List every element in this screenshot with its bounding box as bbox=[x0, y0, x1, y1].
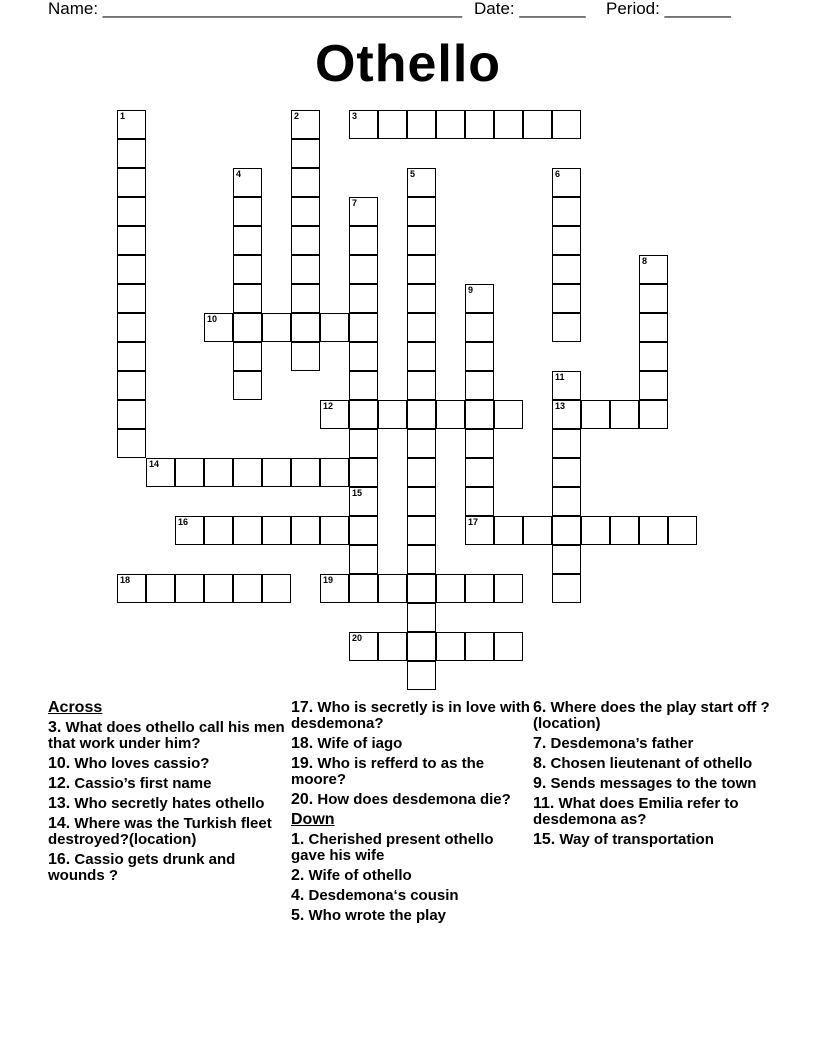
clue-number: 12. bbox=[48, 775, 71, 792]
clue-item bbox=[533, 796, 773, 828]
clue-item bbox=[291, 832, 531, 864]
grid-cell[interactable] bbox=[349, 226, 378, 255]
grid-cell[interactable] bbox=[465, 342, 494, 371]
clue-number: 16. bbox=[48, 851, 71, 868]
grid-cell[interactable] bbox=[291, 458, 320, 487]
clue-item bbox=[291, 756, 531, 788]
grid-cell[interactable] bbox=[552, 545, 581, 574]
grid-cell[interactable] bbox=[407, 168, 436, 197]
grid-cell[interactable] bbox=[552, 197, 581, 226]
clue-item bbox=[48, 720, 288, 752]
clue-text: Who is secretly is in love with desdemona? bbox=[291, 699, 530, 732]
clue-text: What does Emilia refer to desdemona as? bbox=[533, 795, 739, 828]
grid-cell[interactable] bbox=[233, 342, 262, 371]
grid-cell[interactable] bbox=[639, 342, 668, 371]
grid-cell[interactable] bbox=[552, 313, 581, 342]
clue-item bbox=[291, 888, 531, 904]
clue-column-1 bbox=[48, 700, 288, 888]
clue-number-label: 10 bbox=[207, 314, 218, 324]
clue-number: 1. bbox=[291, 831, 305, 848]
clue-number-label: 19 bbox=[323, 575, 334, 585]
grid-cell[interactable] bbox=[436, 574, 465, 603]
grid-cell[interactable] bbox=[639, 371, 668, 400]
clue-item bbox=[48, 756, 288, 772]
grid-cell[interactable] bbox=[349, 487, 378, 516]
clue-text: Wife of othello bbox=[304, 867, 412, 884]
grid-cell[interactable] bbox=[523, 516, 552, 545]
section-heading-across: Across bbox=[48, 699, 103, 716]
grid-cell[interactable] bbox=[465, 371, 494, 400]
grid-cell[interactable] bbox=[494, 632, 523, 661]
clue-text: Who wrote the play bbox=[304, 907, 447, 924]
clue-text: Who secretly hates othello bbox=[70, 795, 265, 812]
grid-cell[interactable] bbox=[233, 516, 262, 545]
grid-cell[interactable] bbox=[117, 429, 146, 458]
clue-number-label: 17 bbox=[468, 517, 479, 527]
clue-number-label: 3 bbox=[352, 111, 358, 121]
clue-item bbox=[533, 736, 773, 752]
grid-cell[interactable] bbox=[117, 313, 146, 342]
grid-cell[interactable] bbox=[146, 458, 175, 487]
section-heading-down: Down bbox=[291, 811, 335, 828]
grid-cell[interactable] bbox=[610, 516, 639, 545]
grid-cell[interactable] bbox=[465, 487, 494, 516]
grid-cell[interactable] bbox=[465, 400, 494, 429]
clue-text: Chosen lieutenant of othello bbox=[546, 755, 753, 772]
grid-cell[interactable] bbox=[117, 371, 146, 400]
grid-cell[interactable] bbox=[407, 545, 436, 574]
clue-text: Who is refferd to as the moore? bbox=[291, 755, 485, 788]
grid-cell[interactable] bbox=[407, 255, 436, 284]
grid-cell[interactable] bbox=[378, 632, 407, 661]
grid-cell[interactable] bbox=[320, 400, 349, 429]
grid-cell[interactable] bbox=[233, 371, 262, 400]
grid-cell[interactable] bbox=[291, 226, 320, 255]
clue-number-label: 18 bbox=[120, 575, 131, 585]
grid-cell[interactable] bbox=[117, 197, 146, 226]
grid-cell[interactable] bbox=[465, 284, 494, 313]
grid-cell[interactable] bbox=[233, 313, 262, 342]
grid-cell[interactable] bbox=[407, 632, 436, 661]
clue-text: Sends messages to the town bbox=[546, 775, 757, 792]
clue-column-2 bbox=[291, 700, 531, 928]
grid-cell[interactable] bbox=[291, 255, 320, 284]
grid-cell[interactable] bbox=[117, 110, 146, 139]
grid-cell[interactable] bbox=[349, 400, 378, 429]
grid-cell[interactable] bbox=[523, 110, 552, 139]
clue-text: Cassio gets drunk and wounds ? bbox=[48, 851, 236, 884]
clue-number: 2. bbox=[291, 867, 305, 884]
grid-cell[interactable] bbox=[552, 516, 581, 545]
grid-cell[interactable] bbox=[407, 458, 436, 487]
clue-item bbox=[291, 736, 531, 752]
clue-item bbox=[533, 776, 773, 792]
grid-cell[interactable] bbox=[494, 516, 523, 545]
grid-cell[interactable] bbox=[291, 197, 320, 226]
grid-cell[interactable] bbox=[465, 574, 494, 603]
grid-cell[interactable] bbox=[349, 342, 378, 371]
grid-cell[interactable] bbox=[233, 168, 262, 197]
clue-item bbox=[48, 796, 288, 812]
grid-cell[interactable] bbox=[117, 255, 146, 284]
grid-cell[interactable] bbox=[407, 342, 436, 371]
clue-number-label: 11 bbox=[555, 372, 565, 382]
grid-cell[interactable] bbox=[552, 284, 581, 313]
grid-cell[interactable] bbox=[407, 516, 436, 545]
clue-number-label: 9 bbox=[468, 285, 474, 295]
grid-cell[interactable] bbox=[117, 284, 146, 313]
grid-cell[interactable] bbox=[407, 574, 436, 603]
clue-item bbox=[533, 700, 773, 732]
clue-number: 4. bbox=[291, 887, 305, 904]
clue-number-label: 20 bbox=[352, 633, 363, 643]
clue-number: 9. bbox=[533, 775, 547, 792]
grid-cell[interactable] bbox=[639, 255, 668, 284]
grid-cell[interactable] bbox=[407, 197, 436, 226]
clue-number: 5. bbox=[291, 907, 305, 924]
name-field[interactable]: Name: ______________________________________ bbox=[48, 0, 463, 18]
grid-cell[interactable] bbox=[436, 400, 465, 429]
clue-number: 3. bbox=[48, 719, 62, 736]
grid-cell[interactable] bbox=[291, 168, 320, 197]
grid-cell[interactable] bbox=[407, 313, 436, 342]
grid-cell[interactable] bbox=[407, 371, 436, 400]
clue-number: 7. bbox=[533, 735, 547, 752]
grid-cell[interactable] bbox=[407, 661, 436, 690]
grid-cell[interactable] bbox=[552, 168, 581, 197]
grid-cell[interactable] bbox=[117, 574, 146, 603]
clue-item bbox=[291, 868, 531, 884]
grid-cell[interactable] bbox=[552, 487, 581, 516]
grid-cell[interactable] bbox=[552, 226, 581, 255]
clue-item bbox=[291, 700, 531, 732]
clue-number: 13. bbox=[48, 795, 71, 812]
puzzle-title: Othello bbox=[314, 35, 502, 93]
grid-cell[interactable] bbox=[233, 197, 262, 226]
grid-cell[interactable] bbox=[552, 574, 581, 603]
grid-cell[interactable] bbox=[639, 516, 668, 545]
grid-cell[interactable] bbox=[291, 110, 320, 139]
grid-cell[interactable] bbox=[581, 400, 610, 429]
grid-cell[interactable] bbox=[407, 400, 436, 429]
clue-number: 19. bbox=[291, 755, 314, 772]
clue-number: 17. bbox=[291, 699, 314, 716]
grid-cell[interactable] bbox=[233, 255, 262, 284]
clue-item bbox=[291, 908, 531, 924]
grid-cell[interactable] bbox=[552, 429, 581, 458]
grid-cell[interactable] bbox=[175, 574, 204, 603]
clue-number-label: 16 bbox=[178, 517, 189, 527]
grid-cell[interactable] bbox=[349, 284, 378, 313]
clue-item bbox=[48, 776, 288, 792]
grid-cell[interactable] bbox=[668, 516, 697, 545]
grid-cell[interactable] bbox=[407, 429, 436, 458]
clue-column-3 bbox=[533, 700, 773, 852]
clue-number: 8. bbox=[533, 755, 547, 772]
clue-number-label: 5 bbox=[410, 169, 416, 179]
grid-cell[interactable] bbox=[581, 516, 610, 545]
clue-number: 11. bbox=[533, 795, 555, 812]
grid-cell[interactable] bbox=[552, 371, 581, 400]
grid-cell[interactable] bbox=[436, 632, 465, 661]
grid-cell[interactable] bbox=[610, 400, 639, 429]
clue-text: Where was the Turkish fleet destroyed?(location) bbox=[48, 815, 272, 848]
clue-number: 14. bbox=[48, 815, 71, 832]
grid-cell[interactable] bbox=[291, 342, 320, 371]
grid-cell[interactable] bbox=[320, 313, 349, 342]
clue-text: Desdemona‘s cousin bbox=[304, 887, 459, 904]
clue-number-label: 2 bbox=[294, 111, 300, 121]
grid-cell[interactable] bbox=[349, 632, 378, 661]
grid-cell[interactable] bbox=[175, 516, 204, 545]
clue-number-label: 7 bbox=[352, 198, 358, 208]
grid-cell[interactable] bbox=[639, 313, 668, 342]
clue-number-label: 1 bbox=[120, 111, 126, 121]
grid-cell[interactable] bbox=[262, 313, 291, 342]
period-field[interactable]: Period: _______ bbox=[606, 0, 731, 18]
grid-cell[interactable] bbox=[407, 226, 436, 255]
grid-cell[interactable] bbox=[639, 400, 668, 429]
grid-cell[interactable] bbox=[291, 516, 320, 545]
clue-text: Who loves cassio? bbox=[70, 755, 210, 772]
grid-cell[interactable] bbox=[349, 255, 378, 284]
grid-cell[interactable] bbox=[465, 313, 494, 342]
grid-cell[interactable] bbox=[552, 255, 581, 284]
clue-number-label: 14 bbox=[149, 459, 160, 469]
clue-number: 10. bbox=[48, 755, 71, 772]
clue-number-label: 13 bbox=[555, 401, 566, 411]
grid-cell[interactable] bbox=[465, 429, 494, 458]
grid-cell[interactable] bbox=[233, 574, 262, 603]
grid-cell[interactable] bbox=[349, 313, 378, 342]
grid-cell[interactable] bbox=[349, 458, 378, 487]
clue-number-label: 6 bbox=[555, 169, 561, 179]
grid-cell[interactable] bbox=[494, 110, 523, 139]
grid-cell[interactable] bbox=[204, 574, 233, 603]
grid-cell[interactable] bbox=[291, 313, 320, 342]
grid-cell[interactable] bbox=[407, 284, 436, 313]
grid-cell[interactable] bbox=[378, 400, 407, 429]
clue-text: Wife of iago bbox=[313, 735, 403, 752]
clue-item bbox=[291, 792, 531, 808]
clue-number: 15. bbox=[533, 831, 556, 848]
grid-cell[interactable] bbox=[291, 284, 320, 313]
clue-item bbox=[48, 816, 288, 848]
grid-cell[interactable] bbox=[320, 516, 349, 545]
clue-number: 6. bbox=[533, 699, 547, 716]
grid-cell[interactable] bbox=[407, 110, 436, 139]
grid-cell[interactable] bbox=[291, 139, 320, 168]
grid-cell[interactable] bbox=[117, 226, 146, 255]
grid-cell[interactable] bbox=[552, 110, 581, 139]
grid-cell[interactable] bbox=[407, 487, 436, 516]
clue-number-label: 15 bbox=[352, 488, 363, 498]
grid-cell[interactable] bbox=[117, 168, 146, 197]
grid-cell[interactable] bbox=[233, 284, 262, 313]
grid-cell[interactable] bbox=[465, 458, 494, 487]
grid-cell[interactable] bbox=[117, 342, 146, 371]
clue-item bbox=[48, 852, 288, 884]
grid-cell[interactable] bbox=[320, 574, 349, 603]
clue-text: Way of transportation bbox=[555, 831, 714, 848]
date-field[interactable]: Date: _______ bbox=[474, 0, 586, 18]
grid-cell[interactable] bbox=[146, 574, 175, 603]
grid-cell[interactable] bbox=[262, 516, 291, 545]
clue-text: What does othello call his men that work under him? bbox=[48, 719, 285, 752]
grid-cell[interactable] bbox=[175, 458, 204, 487]
grid-cell[interactable] bbox=[233, 458, 262, 487]
clue-text: Cassio’s first name bbox=[70, 775, 212, 792]
grid-cell[interactable] bbox=[494, 574, 523, 603]
grid-cell[interactable] bbox=[349, 574, 378, 603]
clue-number-label: 4 bbox=[236, 169, 242, 179]
clue-item bbox=[533, 832, 773, 848]
grid-cell[interactable] bbox=[117, 400, 146, 429]
grid-cell[interactable] bbox=[378, 574, 407, 603]
clue-number-label: 12 bbox=[323, 401, 334, 411]
clue-number-label: 8 bbox=[642, 256, 648, 266]
grid-cell[interactable] bbox=[262, 458, 291, 487]
clue-text: How does desdemona die? bbox=[313, 791, 511, 808]
clue-text: Cherished present othello gave his wife bbox=[291, 831, 494, 864]
grid-cell[interactable] bbox=[436, 110, 465, 139]
grid-cell[interactable] bbox=[349, 429, 378, 458]
grid-cell[interactable] bbox=[465, 632, 494, 661]
clue-text: Where does the play start off ?(location) bbox=[533, 699, 770, 732]
grid-cell[interactable] bbox=[552, 458, 581, 487]
clue-number: 18. bbox=[291, 735, 314, 752]
grid-cell[interactable] bbox=[407, 603, 436, 632]
clue-text: Desdemona’s father bbox=[546, 735, 694, 752]
grid-cell[interactable] bbox=[204, 516, 233, 545]
grid-cell[interactable] bbox=[639, 284, 668, 313]
grid-cell[interactable] bbox=[465, 516, 494, 545]
grid-cell[interactable] bbox=[378, 110, 407, 139]
grid-cell[interactable] bbox=[552, 400, 581, 429]
grid-cell[interactable] bbox=[233, 226, 262, 255]
grid-cell[interactable] bbox=[349, 197, 378, 226]
clue-item bbox=[533, 756, 773, 772]
grid-cell[interactable] bbox=[117, 139, 146, 168]
grid-cell[interactable] bbox=[465, 110, 494, 139]
grid-cell[interactable] bbox=[494, 400, 523, 429]
grid-cell[interactable] bbox=[349, 516, 378, 545]
clue-number: 20. bbox=[291, 791, 314, 808]
grid-cell[interactable] bbox=[349, 371, 378, 400]
grid-cell[interactable] bbox=[349, 110, 378, 139]
grid-cell[interactable] bbox=[262, 574, 291, 603]
grid-cell[interactable] bbox=[349, 545, 378, 574]
grid-cell[interactable] bbox=[204, 458, 233, 487]
grid-cell[interactable] bbox=[204, 313, 233, 342]
grid-cell[interactable] bbox=[320, 458, 349, 487]
